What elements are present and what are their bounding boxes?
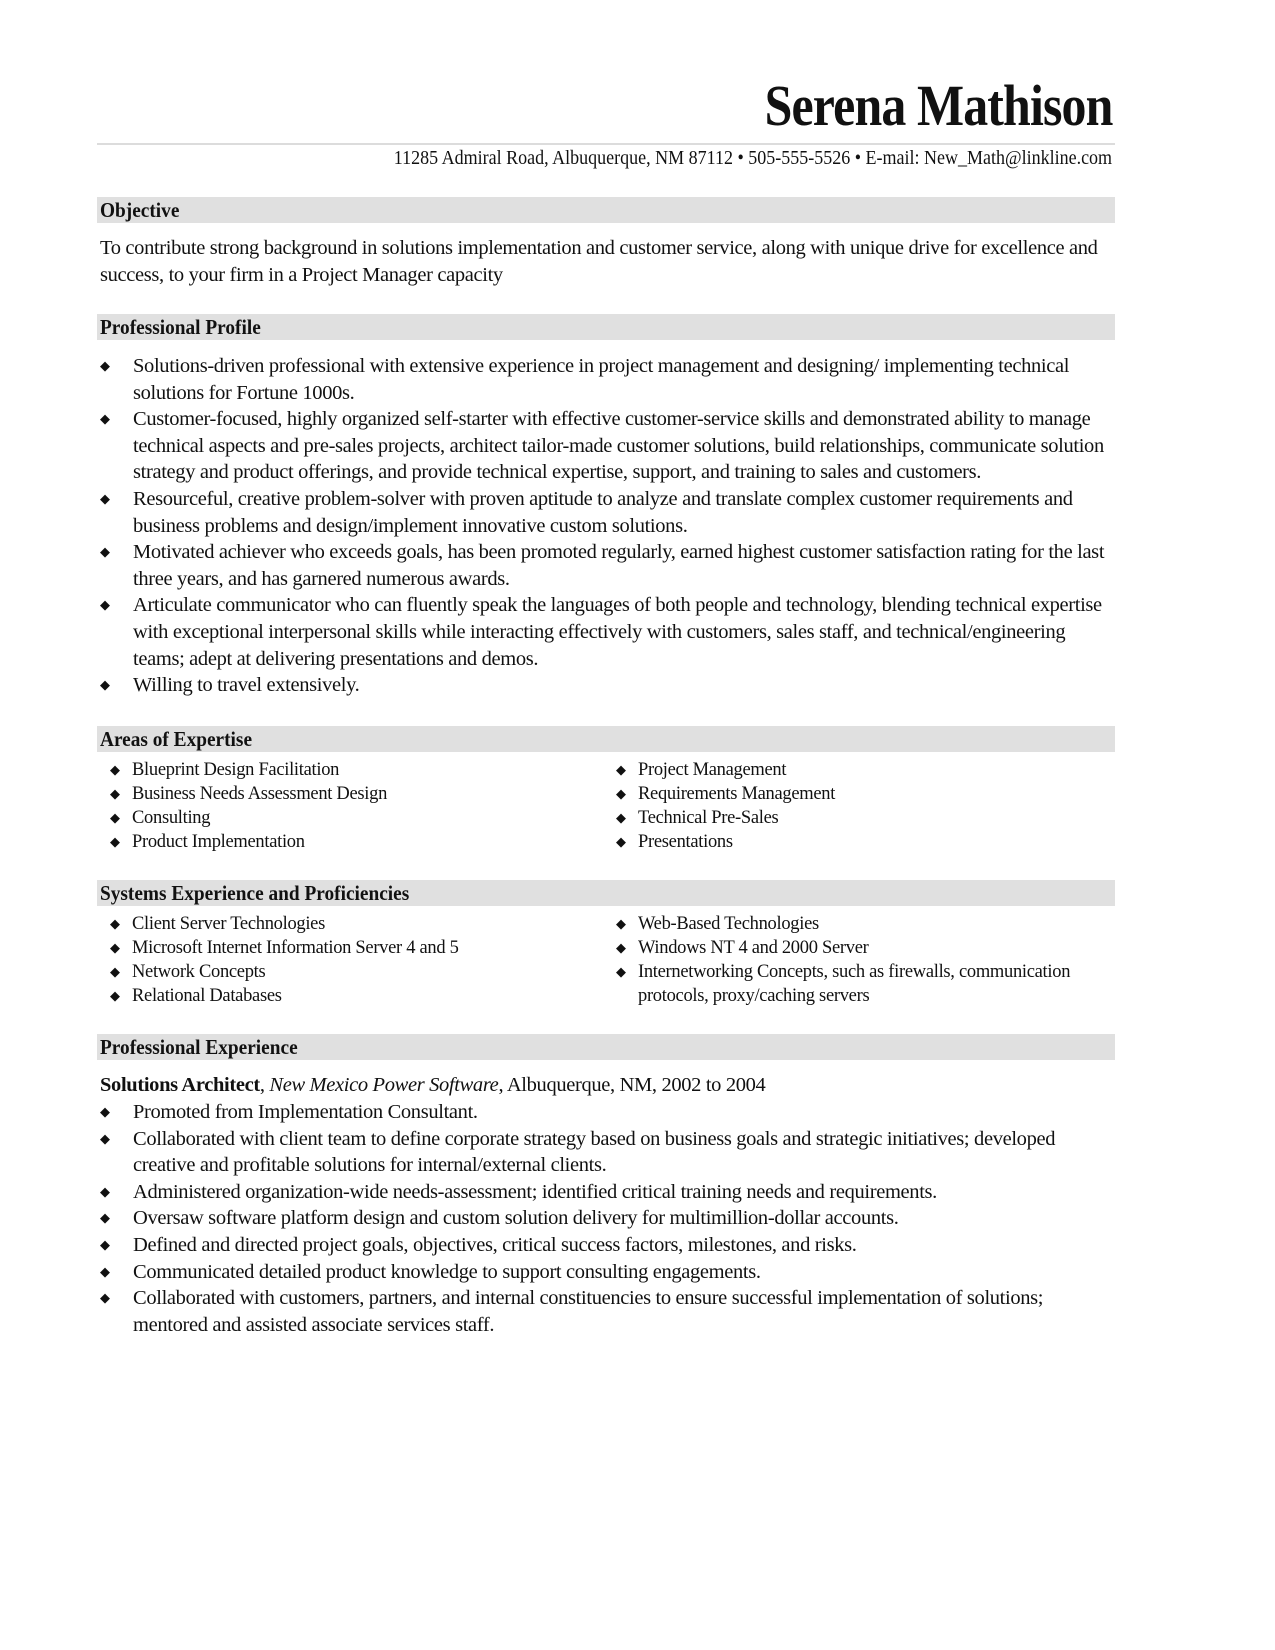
expertise-item [603,830,1083,854]
diamond-bullet-icon: ◆ [100,597,110,613]
profile-item [97,353,1112,406]
experience-item [97,1099,1112,1126]
diamond-bullet-icon: ◆ [100,358,110,373]
diamond-bullet-icon: ◆ [616,916,626,931]
list-item-text: Business Needs Assessment Design [132,784,388,804]
profile-item [97,539,1112,592]
experience-item [97,1205,1112,1232]
list-item-text: Network Concepts [132,962,266,982]
systems-item [603,936,1115,960]
profile-list-container [97,353,1112,699]
job-title: Solutions Architect [100,1074,260,1096]
diamond-bullet-icon: ◆ [110,940,120,955]
diamond-bullet-icon: ◆ [616,940,626,955]
systems-item [97,960,577,984]
systems-list-left [97,912,577,1008]
experience-item [97,1259,1112,1286]
diamond-bullet-icon: ◆ [110,916,120,931]
list-item-text: Administered organization-wide needs-assessment; identified critical training needs and requirements. [133,1180,937,1203]
list-item-text: Customer-focused, highly organized self-starter with effective customer-service skills and demonstrated ability to manage technical aspects and pre-sales projects, architect tailor-made customer solutions, build relationships, communicate solution strategy and product offerings, and provide technical expertise, support, and training to sales and customers. [133,408,1104,484]
list-item-text: Oversaw software platform design and custom solution delivery for multimillion-dollar accounts. [133,1207,899,1230]
diamond-bullet-icon: ◆ [100,411,110,427]
section-title: Systems Experience and Proficiencies [100,881,410,905]
systems-item [603,960,1115,1008]
profile-item [97,406,1112,486]
list-item-text: Articulate communicator who can fluently speak the languages of both people and technology, blending technical expertise with exceptional interpersonal skills while interacting effectively with customers, sales staff, and technical/engineering teams; adept at delivering presentations and demos. [133,594,1102,670]
list-item-text: Solutions-driven professional with extensive experience in project management and designing/ implementing technical solutions for Fortune 1000s. [133,355,1070,404]
list-item-text: Collaborated with client team to define corporate strategy based on business goals and strategic initiatives; developed creative and profitable solutions for internal/external clients. [133,1127,1056,1177]
candidate-name: Serena Mathison [764,73,1112,138]
expertise-list-left [97,758,577,854]
list-item-text: Product Implementation [132,832,305,852]
diamond-bullet-icon: ◆ [100,1130,110,1146]
header-divider [97,143,1115,145]
list-item-text: Internetworking Concepts, such as firewalls, communication protocols, proxy/caching servers [638,962,1071,1006]
diamond-bullet-icon: ◆ [616,810,626,825]
experience-list [97,1099,1112,1338]
diamond-bullet-icon: ◆ [100,677,110,693]
profile-item [97,486,1112,539]
list-item-text: Resourceful, creative problem-solver with proven aptitude to analyze and translate complex customer requirements and business problems and design/implement innovative custom solutions. [133,487,1073,537]
section-header-systems [97,880,1115,906]
experience-list-container [97,1099,1112,1338]
contact-line: 11285 Admiral Road, Albuquerque, NM 87112 • 505-555-5526 • E-mail: New_Math@linkline.com [393,147,1112,169]
section-header-experience [97,1034,1115,1060]
company-name: New Mexico Power Software [269,1074,499,1096]
list-item-text: Microsoft Internet Information Server 4 and 5 [132,938,459,958]
list-item-text: Promoted from Implementation Consultant. [133,1101,478,1123]
expertise-item [97,830,577,854]
list-item-text: Consulting [132,808,211,828]
expertise-item [603,806,1083,830]
list-item-text: Defined and directed project goals, objectives, critical success factors, milestones, and risks. [133,1233,857,1256]
list-item-text: Collaborated with customers, partners, and internal constituencies to ensure successful implementation of solutions; mentored and assisted associate services staff. [133,1287,1044,1336]
diamond-bullet-icon: ◆ [100,490,110,506]
diamond-bullet-icon: ◆ [616,834,626,849]
diamond-bullet-icon: ◆ [110,762,120,777]
expertise-item [97,806,577,830]
section-title: Objective [100,198,180,222]
section-title: Areas of Expertise [100,727,253,751]
list-item-text: Motivated achiever who exceeds goals, has been promoted regularly, earned highest customer satisfaction rating for the last three years, and has garnered numerous awards. [133,541,1105,590]
systems-item [97,984,577,1008]
list-item-text: Blueprint Design Facilitation [132,760,340,780]
systems-item [97,936,577,960]
section-header-expertise [97,726,1115,752]
list-item-text: Relational Databases [132,986,282,1006]
job-location-dates: , Albuquerque, NM, 2002 to 2004 [498,1074,766,1096]
experience-item [97,1285,1112,1338]
list-item-text: Client Server Technologies [132,914,325,934]
list-item-text: Project Management [638,760,787,780]
diamond-bullet-icon: ◆ [616,964,626,979]
experience-item [97,1126,1112,1179]
diamond-bullet-icon: ◆ [110,786,120,801]
list-item-text: Windows NT 4 and 2000 Server [638,938,869,958]
objective-text: To contribute strong background in solutions implementation and customer service, along with unique drive for excellence and success, to your firm in a Project Manager capacity [100,237,1098,286]
diamond-bullet-icon: ◆ [616,786,626,801]
diamond-bullet-icon: ◆ [100,1236,110,1252]
diamond-bullet-icon: ◆ [616,762,626,777]
diamond-bullet-icon: ◆ [100,1263,110,1279]
diamond-bullet-icon: ◆ [100,1104,110,1119]
diamond-bullet-icon: ◆ [100,1183,110,1199]
expertise-item [603,758,1083,782]
expertise-item [97,782,577,806]
diamond-bullet-icon: ◆ [100,1210,110,1226]
list-item-text: Willing to travel extensively. [133,674,360,697]
list-item-text: Web-Based Technologies [638,914,819,934]
experience-item [97,1232,1112,1259]
diamond-bullet-icon: ◆ [100,544,110,560]
diamond-bullet-icon: ◆ [110,988,120,1003]
expertise-item [603,782,1083,806]
diamond-bullet-icon: ◆ [110,964,120,979]
diamond-bullet-icon: ◆ [110,834,120,849]
diamond-bullet-icon: ◆ [110,810,120,825]
expertise-list-right [603,758,1083,854]
profile-item [97,592,1112,672]
diamond-bullet-icon: ◆ [100,1290,110,1306]
job-heading: Solutions Architect, New Mexico Power Software, Albuquerque, NM, 2002 to 2004 [100,1074,766,1096]
systems-item [603,912,1115,936]
profile-item [97,672,1112,699]
list-item-text: Communicated detailed product knowledge to support consulting engagements. [133,1260,761,1283]
experience-item [97,1179,1112,1206]
profile-list [97,353,1112,699]
list-item-text: Technical Pre-Sales [638,808,779,828]
systems-list-right [603,912,1115,1008]
expertise-item [97,758,577,782]
systems-item [97,912,577,936]
section-header-profile [97,314,1115,340]
list-item-text: Presentations [638,832,733,852]
section-title: Professional Experience [100,1035,298,1059]
list-item-text: Requirements Management [638,784,836,804]
section-title: Professional Profile [100,315,261,339]
section-header-objective [97,197,1115,223]
